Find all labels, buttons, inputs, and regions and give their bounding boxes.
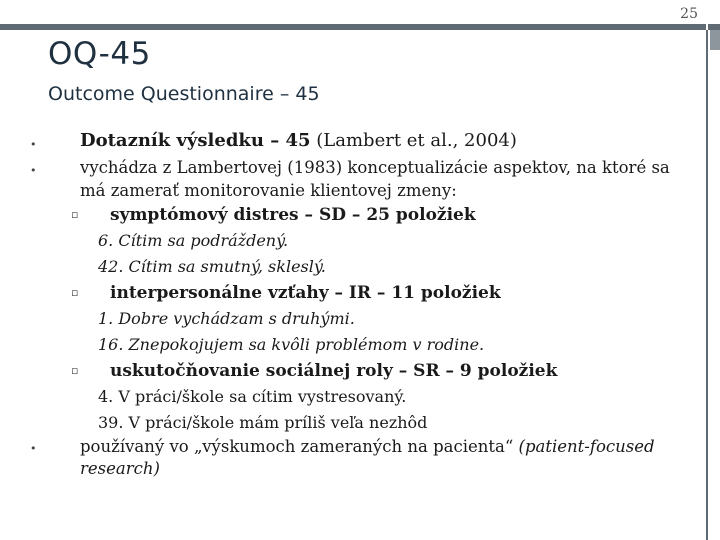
usage-text: používaný vo „výskumoch zameraných na pacienta“ [80, 436, 519, 456]
square-bullet-icon: ▫ [71, 285, 79, 299]
subscale-label: interpersonálne vzťahy – IR – 11 položiek [110, 282, 501, 303]
side-decorative-rail [706, 30, 708, 540]
subscale-label: symptómový distres – SD – 25 položiek [110, 204, 476, 225]
usage-text-italic: (patient-focused research) [80, 436, 655, 478]
slide-title: OQ-45 [48, 36, 151, 72]
bullet-dot-icon: • [30, 138, 37, 151]
top-decorative-bar [0, 24, 706, 30]
example-item: 1. Dobre vychádzam s druhými. [98, 308, 355, 328]
square-bullet-icon: ▫ [71, 207, 79, 221]
bullet-conceptualization [30, 156, 670, 202]
bullet-usage [30, 436, 670, 480]
bullet-dot-icon: • [30, 441, 37, 455]
subscale-item-ir [30, 280, 670, 306]
questionnaire-name: Dotazník výsledku – 45 [80, 130, 311, 151]
subscale-item-sr [30, 358, 670, 384]
subscale-label: uskutočňovanie sociálnej roly – SR – 9 položiek [110, 360, 558, 381]
example-item: 6. Cítim sa podráždený. [98, 230, 289, 250]
square-bullet-icon: ▫ [71, 363, 79, 377]
bullet-questionnaire-name [30, 128, 670, 154]
conceptualization-text: vychádza z Lambertovej (1983) konceptualizácie aspektov, na ktoré sa má zamerať monitorovanie klientovej zmeny: [80, 157, 670, 200]
side-decorative-box [710, 30, 720, 50]
example-item: 16. Znepokojujem sa kvôli problémom v rodine. [98, 334, 485, 354]
example-item: 4. V práci/škole sa cítim vystresovaný. [98, 386, 407, 406]
questionnaire-citation: (Lambert et al., 2004) [310, 130, 517, 151]
example-item: 42. Cítim sa smutný, skleslý. [98, 256, 326, 276]
example-item: 39. V práci/škole mám príliš veľa nezhôd [98, 412, 428, 432]
slide-content [30, 128, 670, 480]
page-number: 25 [680, 6, 698, 22]
slide-subtitle: Outcome Questionnaire – 45 [48, 83, 320, 105]
subscale-item-sd [30, 202, 670, 228]
bullet-dot-icon: • [30, 163, 37, 177]
